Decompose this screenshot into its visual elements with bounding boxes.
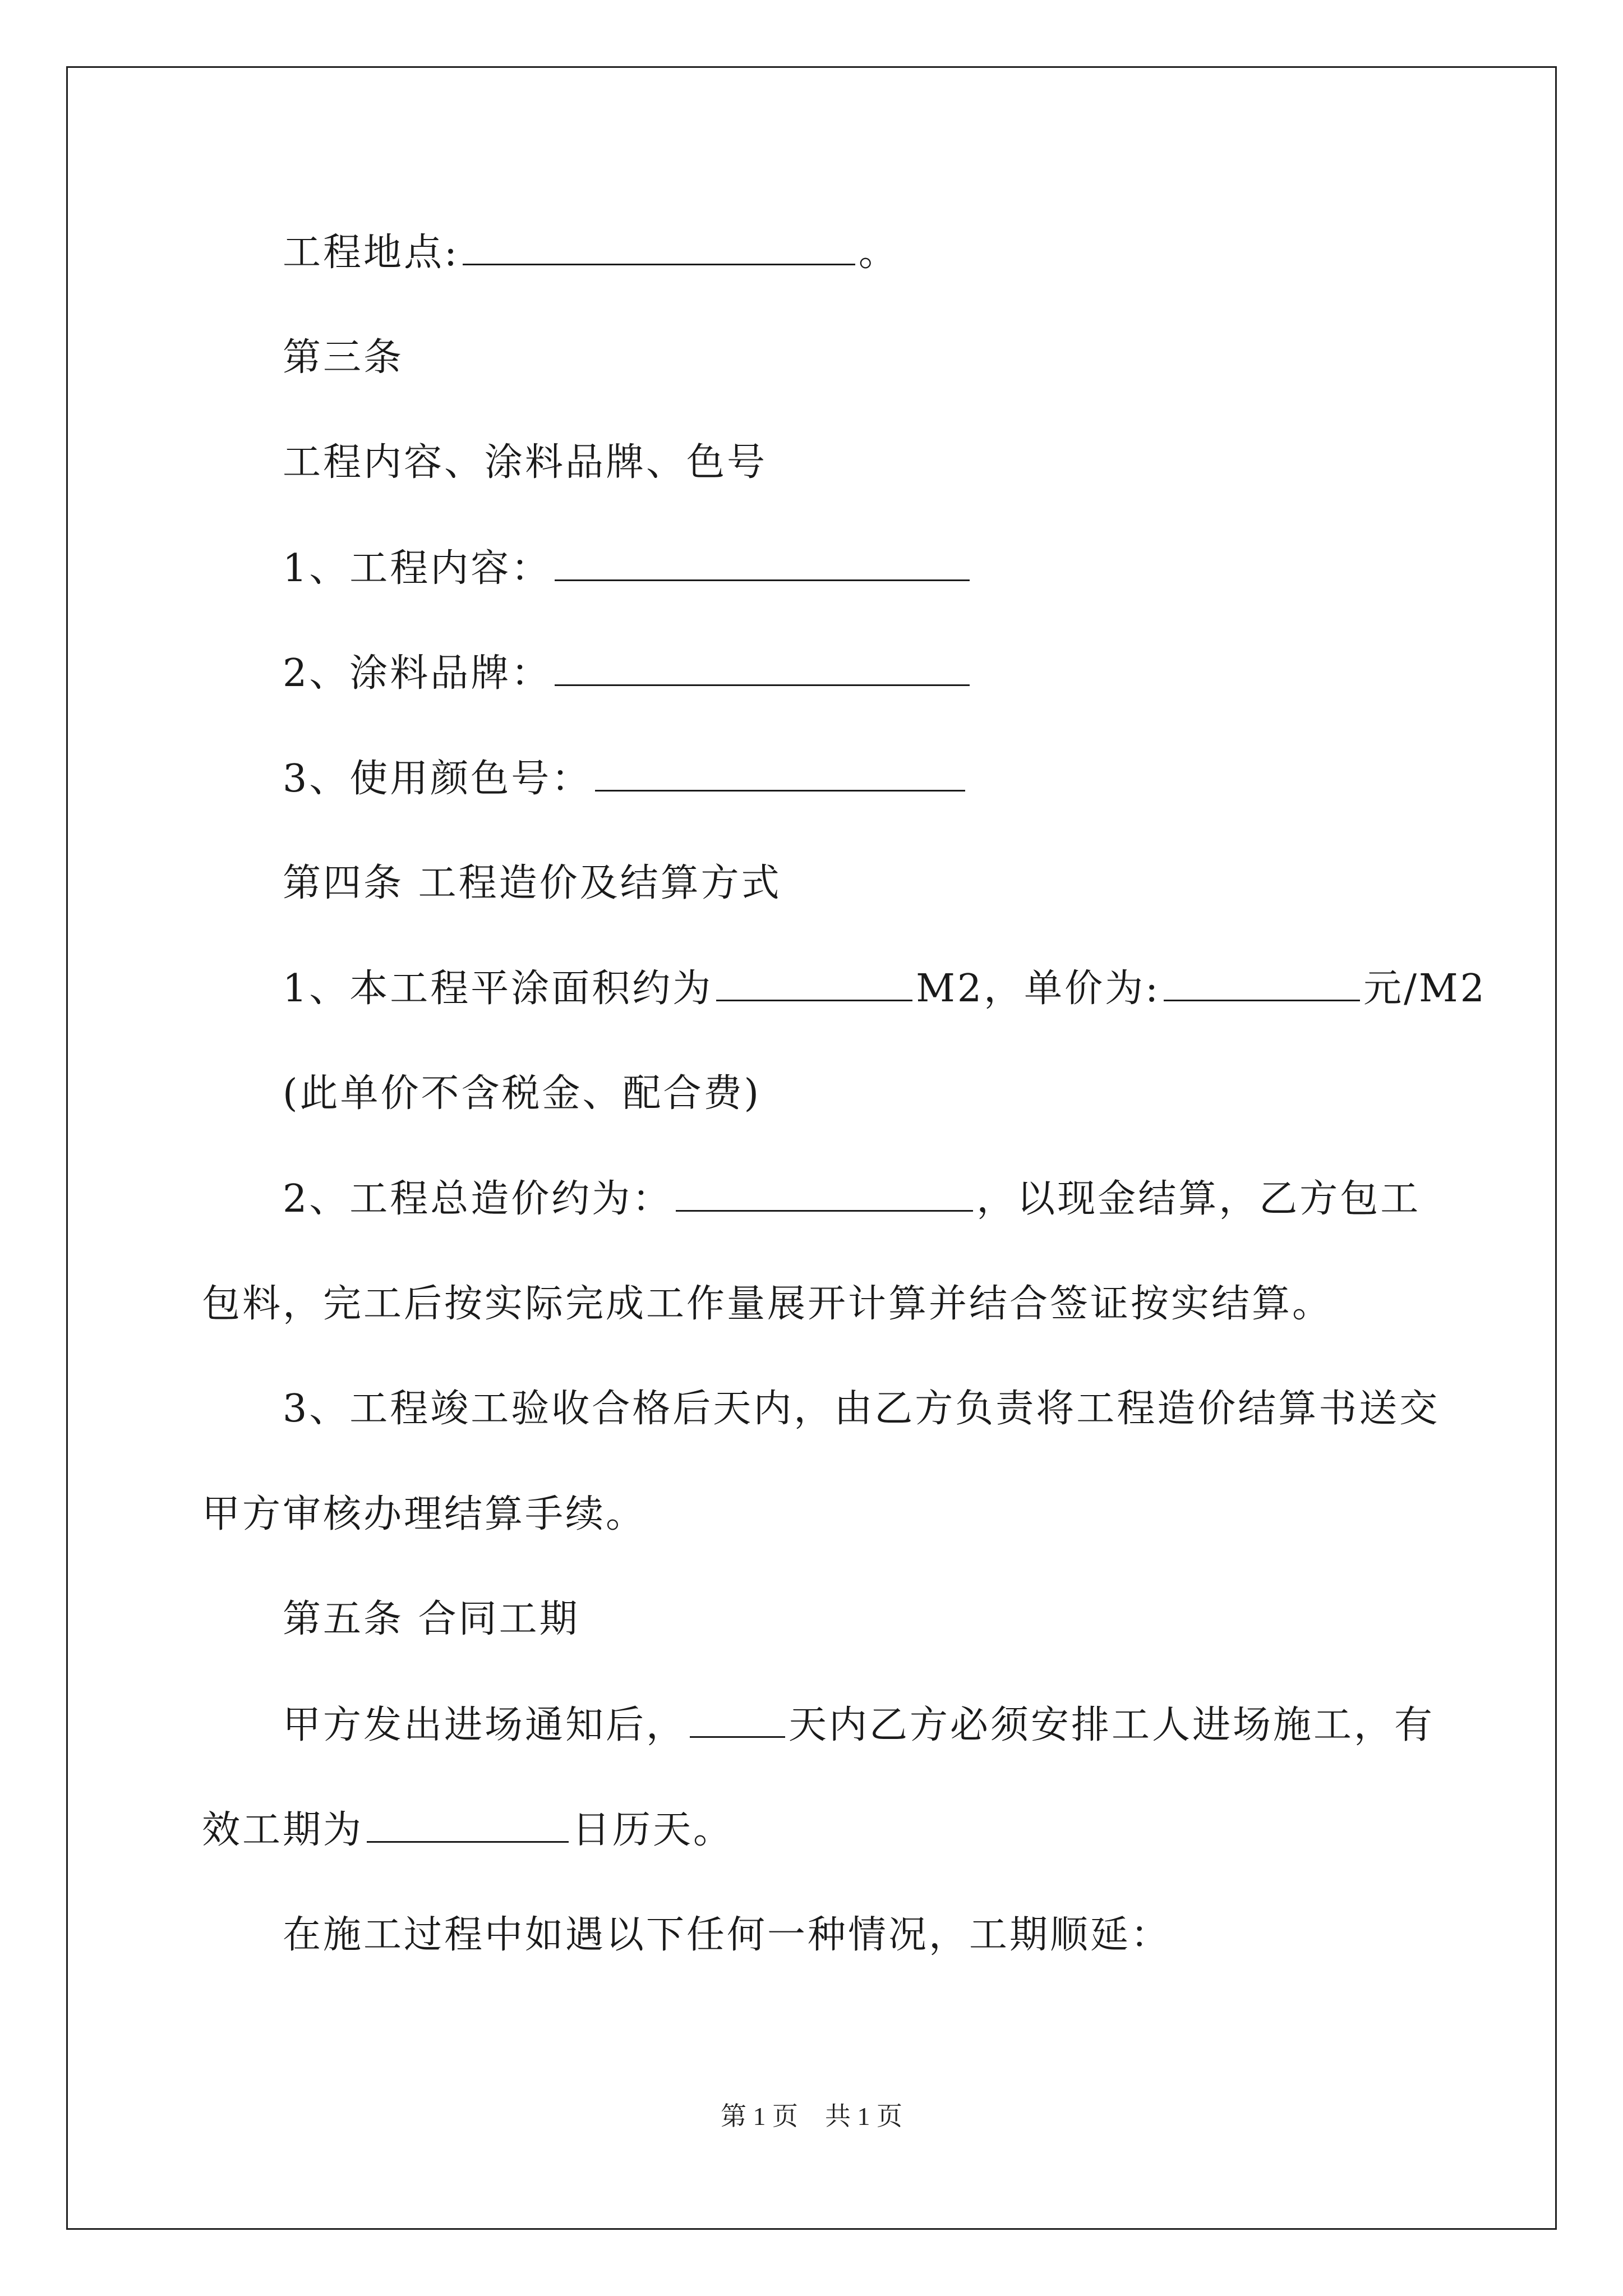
article-4-heading: 第四条 工程造价及结算方式 <box>283 861 782 905</box>
days-blank[interactable] <box>690 1703 785 1738</box>
period-duration-label: 效工期为 <box>202 1808 364 1852</box>
item-content-label: 1、工程内容： <box>283 546 552 591</box>
price-unit-label: M2，单价为: <box>916 967 1161 1011</box>
page-total: 共 1 页 <box>825 2102 902 2131</box>
area-blank[interactable] <box>716 966 912 1001</box>
price-note: (此单价不含税金、配合费) <box>283 1071 762 1116</box>
price-unit: 元/M2 <box>1363 967 1487 1011</box>
period-label: 甲方发出进场通知后， <box>283 1703 687 1747</box>
period-continuation <box>202 1807 734 1853</box>
period-text: 天内乙方必须安排工人进场施工，有 <box>789 1703 1435 1747</box>
article-5-heading: 第五条 合同工期 <box>283 1597 580 1641</box>
price-line <box>283 966 1487 1011</box>
site-blank[interactable] <box>463 230 855 265</box>
item-content-line <box>283 546 973 591</box>
site-line <box>283 230 899 275</box>
period-duration-unit: 日历天。 <box>572 1808 734 1852</box>
item-color-label: 3、使用颜色号： <box>283 757 592 801</box>
item-content-blank[interactable] <box>555 546 970 581</box>
total-line <box>283 1176 1421 1222</box>
total-continuation: 包料，完工后按实际完成工作量展开计算并结合签证按实结算。 <box>202 1282 1333 1326</box>
item-brand-label: 2、涂料品牌： <box>283 651 552 696</box>
item-color-line <box>283 756 969 802</box>
settlement-line: 3、工程竣工验收合格后天内，由乙方负责将工程造价结算书送交 <box>283 1387 1440 1431</box>
page-footer <box>0 2101 1623 2132</box>
article-3-heading: 第三条 <box>283 335 404 380</box>
price-area-label: 1、本工程平涂面积约为 <box>283 967 713 1011</box>
period-line <box>283 1703 1435 1748</box>
page-number: 第 1 页 <box>721 2102 798 2131</box>
total-label: 2、工程总造价约为： <box>283 1177 673 1221</box>
item-color-blank[interactable] <box>595 756 965 792</box>
delay-line: 在施工过程中如遇以下任何一种情况，工期顺延： <box>283 1913 1172 1957</box>
item-brand-blank[interactable] <box>555 651 970 686</box>
article-3-title: 工程内容、涂料品牌、色号 <box>283 440 768 485</box>
duration-blank[interactable] <box>367 1807 569 1843</box>
total-terms: ，以现金结算，乙方包工 <box>976 1177 1421 1221</box>
unit-price-blank[interactable] <box>1164 966 1360 1001</box>
page-border <box>66 66 1557 2230</box>
total-blank[interactable] <box>676 1176 973 1212</box>
site-label: 工程地点: <box>283 231 459 275</box>
settlement-continuation: 甲方审核办理结算手续。 <box>202 1492 647 1536</box>
item-brand-line <box>283 651 973 696</box>
site-suffix: 。 <box>858 231 899 275</box>
